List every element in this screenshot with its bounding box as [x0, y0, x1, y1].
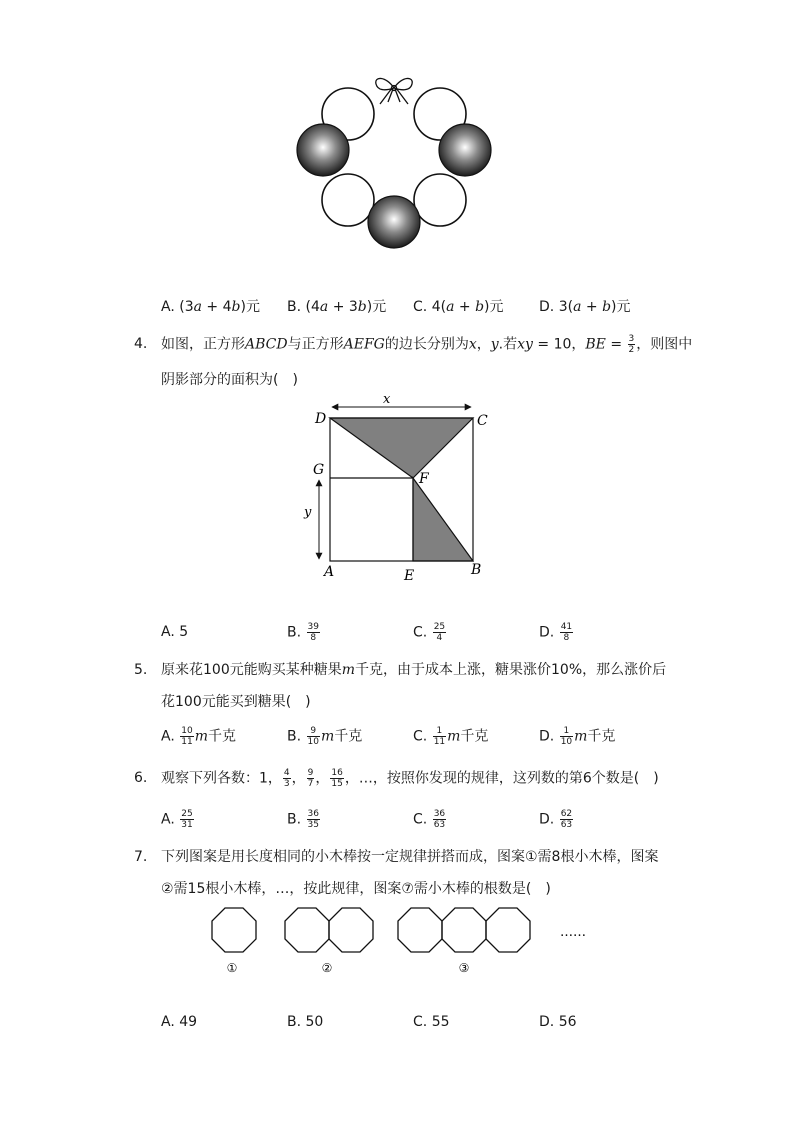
frac-den: 15	[331, 779, 343, 789]
q3-option-c[interactable]	[413, 297, 504, 317]
opt-text: + 4	[201, 299, 232, 315]
q6-option-c[interactable]	[413, 809, 447, 830]
q6-option-d[interactable]	[539, 809, 574, 830]
stem-text: ，则图中	[636, 336, 693, 353]
frac-den: 11	[433, 737, 446, 747]
stem-text: 原来花100元能购买某种糖果	[161, 662, 342, 678]
var-x: x	[468, 336, 477, 353]
var-a: a	[446, 299, 455, 315]
q5-stem-line1	[161, 660, 666, 680]
opt-text: )元	[611, 299, 631, 315]
frac-den: 3	[283, 779, 290, 789]
option-letter: C.	[413, 299, 428, 315]
stem-text: .若	[498, 336, 518, 353]
frac-num: 62	[560, 809, 573, 819]
opt-text: (3	[179, 299, 194, 315]
opt-text: 3(	[558, 299, 574, 315]
var-b: b	[357, 299, 367, 315]
unit: 千克	[334, 728, 363, 745]
option-letter: B.	[287, 1014, 302, 1030]
var-m: m	[194, 728, 208, 745]
frac-den: 63	[560, 820, 573, 830]
label-y: y	[304, 505, 312, 520]
q7-option-d[interactable]	[539, 1012, 577, 1032]
stem-text: ，	[315, 770, 330, 787]
opt-text: )元	[240, 299, 260, 315]
frac-den: 11	[181, 737, 193, 747]
q4-option-c[interactable]	[413, 622, 447, 643]
frac-num: 1	[433, 726, 446, 737]
q4-number: 4.	[134, 336, 148, 352]
stem-text: = 10，	[532, 336, 586, 353]
option-letter: C.	[413, 728, 428, 745]
octagon-3c	[486, 908, 530, 952]
option-letter: B.	[287, 299, 302, 315]
var-b: b	[475, 299, 485, 315]
var-b: b	[231, 299, 241, 315]
option-fraction	[560, 726, 573, 747]
q4-option-b[interactable]	[287, 622, 321, 643]
q7-option-a[interactable]	[161, 1012, 197, 1032]
unit: 千克	[460, 728, 489, 745]
option-fraction	[307, 622, 320, 643]
opt-text: )元	[366, 299, 387, 315]
frac-den: 8	[310, 633, 317, 643]
q6-option-a[interactable]	[161, 809, 195, 830]
label-c: C	[477, 413, 488, 429]
wreath-ball-bottom	[368, 196, 420, 248]
var-m: m	[341, 662, 356, 678]
frac-num: 25	[181, 809, 193, 819]
q3-option-b[interactable]	[287, 297, 386, 317]
stem-text: =	[605, 336, 627, 353]
option-letter: D.	[539, 728, 555, 745]
option-fraction	[180, 726, 193, 747]
octagon-pattern-figure	[205, 900, 605, 980]
q4-option-d[interactable]	[539, 622, 574, 643]
seq-fraction-1	[283, 768, 291, 789]
opt-text: +	[581, 299, 603, 315]
frac-den: 10	[560, 737, 573, 747]
option-fraction	[180, 809, 193, 830]
octagon-1	[212, 908, 256, 952]
var-b: b	[602, 299, 612, 315]
opt-text: 4(	[431, 299, 447, 315]
frac-num: 25	[433, 622, 446, 632]
square-abcd: ABCD	[245, 336, 288, 353]
label-a: A	[324, 564, 335, 580]
option-letter: A.	[161, 624, 175, 640]
stem-text: 的边长分别为	[384, 336, 469, 353]
frac-den: 4	[436, 633, 443, 643]
var-a: a	[573, 299, 582, 315]
label-g: G	[313, 462, 325, 478]
stem-text: 如图，正方形	[161, 336, 245, 353]
frac-num: 10	[181, 726, 193, 736]
stem-text: ，	[291, 770, 306, 787]
q5-option-d[interactable]	[539, 726, 615, 747]
q7-stem-line2: ②需15根小木棒，…，按此规律，图案⑦需小木棒的根数是( )	[161, 881, 551, 897]
frac-den: 8	[563, 633, 570, 643]
label-e: E	[404, 568, 415, 584]
var-a: a	[319, 299, 329, 315]
square-figure	[300, 388, 500, 588]
option-letter: D.	[539, 299, 555, 315]
option-fraction	[433, 726, 446, 747]
square-aefg: AEFG	[343, 336, 385, 353]
option-fraction	[433, 622, 446, 643]
option-value: 5	[179, 624, 189, 640]
pattern-label-3: ③	[458, 961, 470, 975]
frac-num: 4	[283, 768, 290, 778]
option-fraction	[433, 809, 446, 830]
q4-option-a[interactable]	[161, 622, 188, 642]
seq-fraction-3	[330, 768, 343, 789]
wreath-ball-right	[439, 124, 491, 176]
q6-option-b[interactable]	[287, 809, 321, 830]
option-value: 55	[431, 1014, 450, 1030]
option-value: 56	[558, 1014, 577, 1030]
q5-number: 5.	[134, 662, 148, 678]
q4-stem-line1	[161, 334, 692, 355]
stem-text: 千克，由于成本上涨，糖果涨价10%，那么涨价后	[355, 662, 667, 678]
var-xy: xy	[517, 336, 533, 353]
frac-num: 9	[307, 726, 320, 737]
q7-number: 7.	[134, 849, 148, 865]
option-value: 50	[305, 1014, 324, 1030]
var-m: m	[447, 728, 461, 745]
label-x: x	[383, 392, 391, 407]
frac-num: 16	[331, 768, 343, 778]
stem-text: ，…，按照你发现的规律，这列数的第6个数是( )	[344, 770, 659, 787]
opt-text: +	[454, 299, 476, 315]
q7-option-c[interactable]	[413, 1012, 450, 1032]
option-letter: C.	[413, 624, 428, 641]
frac-den: 2	[628, 345, 635, 355]
option-letter: C.	[413, 811, 428, 828]
stem-text: 与正方形	[287, 336, 344, 353]
var-be: BE	[585, 336, 606, 353]
option-fraction	[307, 809, 320, 830]
q6-number: 6.	[134, 770, 148, 786]
frac-num: 3	[628, 334, 635, 344]
shaded-triangle-bottom	[413, 478, 473, 561]
wreath-figure	[290, 70, 500, 260]
option-letter: D.	[539, 811, 555, 828]
stem-text: 观察下列各数：1，	[161, 770, 282, 787]
option-letter: B.	[287, 811, 302, 828]
q3-option-d[interactable]	[539, 297, 631, 317]
q5-stem-line2: 花100元能买到糖果( )	[161, 694, 311, 710]
frac-den: 63	[433, 820, 446, 830]
opt-text: )元	[484, 299, 504, 315]
label-d: D	[315, 411, 327, 427]
seq-fraction-2	[307, 768, 315, 789]
q5-option-a[interactable]	[161, 726, 236, 747]
var-m: m	[574, 728, 588, 745]
shaded-triangle-top	[330, 418, 473, 478]
frac-num: 41	[560, 622, 573, 632]
option-fraction	[307, 726, 320, 747]
option-letter: B.	[287, 624, 302, 641]
wreath-circle-bottom-right	[414, 174, 466, 226]
option-value: 49	[179, 1014, 198, 1030]
frac-num: 39	[307, 622, 319, 632]
octagon-3b	[442, 908, 486, 952]
option-letter: D.	[539, 624, 555, 641]
option-fraction	[560, 809, 573, 830]
frac-den: 31	[181, 820, 193, 830]
opt-text: (4	[305, 299, 320, 315]
q5-option-b[interactable]	[287, 726, 362, 747]
pattern-label-1: ①	[226, 961, 238, 975]
octagon-3a	[398, 908, 442, 952]
wreath-circle-bottom-left	[322, 174, 374, 226]
pattern-ellipsis: ……	[560, 925, 586, 940]
q7-stem-line1: 下列图案是用长度相同的小木棒按一定规律拼搭而成，图案①需8根小木棒，图案	[161, 849, 659, 865]
q5-option-c[interactable]	[413, 726, 488, 747]
label-b: B	[471, 562, 482, 578]
option-letter: B.	[287, 728, 302, 745]
option-letter: A.	[161, 299, 175, 315]
frac-den: 10	[307, 737, 319, 747]
option-letter: D.	[539, 1014, 555, 1030]
frac-den: 7	[307, 779, 314, 789]
option-letter: A.	[161, 1014, 175, 1030]
var-m: m	[320, 728, 335, 745]
unit: 千克	[587, 728, 616, 745]
opt-text: + 3	[328, 299, 358, 315]
pattern-label-2: ②	[321, 961, 333, 975]
unit: 千克	[207, 728, 236, 745]
var-y: y	[490, 336, 499, 353]
octagon-2a	[285, 908, 329, 952]
bow-icon	[376, 78, 412, 104]
wreath-ball-left	[297, 124, 349, 176]
option-letter: A.	[161, 728, 175, 745]
frac-num: 9	[307, 768, 314, 778]
stem-text: ，	[476, 336, 491, 353]
q7-option-b[interactable]	[287, 1012, 323, 1032]
q6-stem	[161, 768, 659, 789]
octagon-2b	[329, 908, 373, 952]
q4-stem-line2: 阴影部分的面积为( )	[161, 372, 298, 388]
option-letter: C.	[413, 1014, 428, 1030]
frac-den: 35	[307, 820, 319, 830]
be-fraction	[628, 334, 636, 355]
label-f: F	[419, 471, 429, 487]
q3-option-a[interactable]	[161, 297, 260, 317]
option-fraction	[560, 622, 573, 643]
var-a: a	[193, 299, 202, 315]
frac-num: 1	[560, 726, 573, 737]
option-letter: A.	[161, 811, 175, 828]
frac-num: 36	[433, 809, 446, 819]
frac-num: 36	[307, 809, 319, 819]
